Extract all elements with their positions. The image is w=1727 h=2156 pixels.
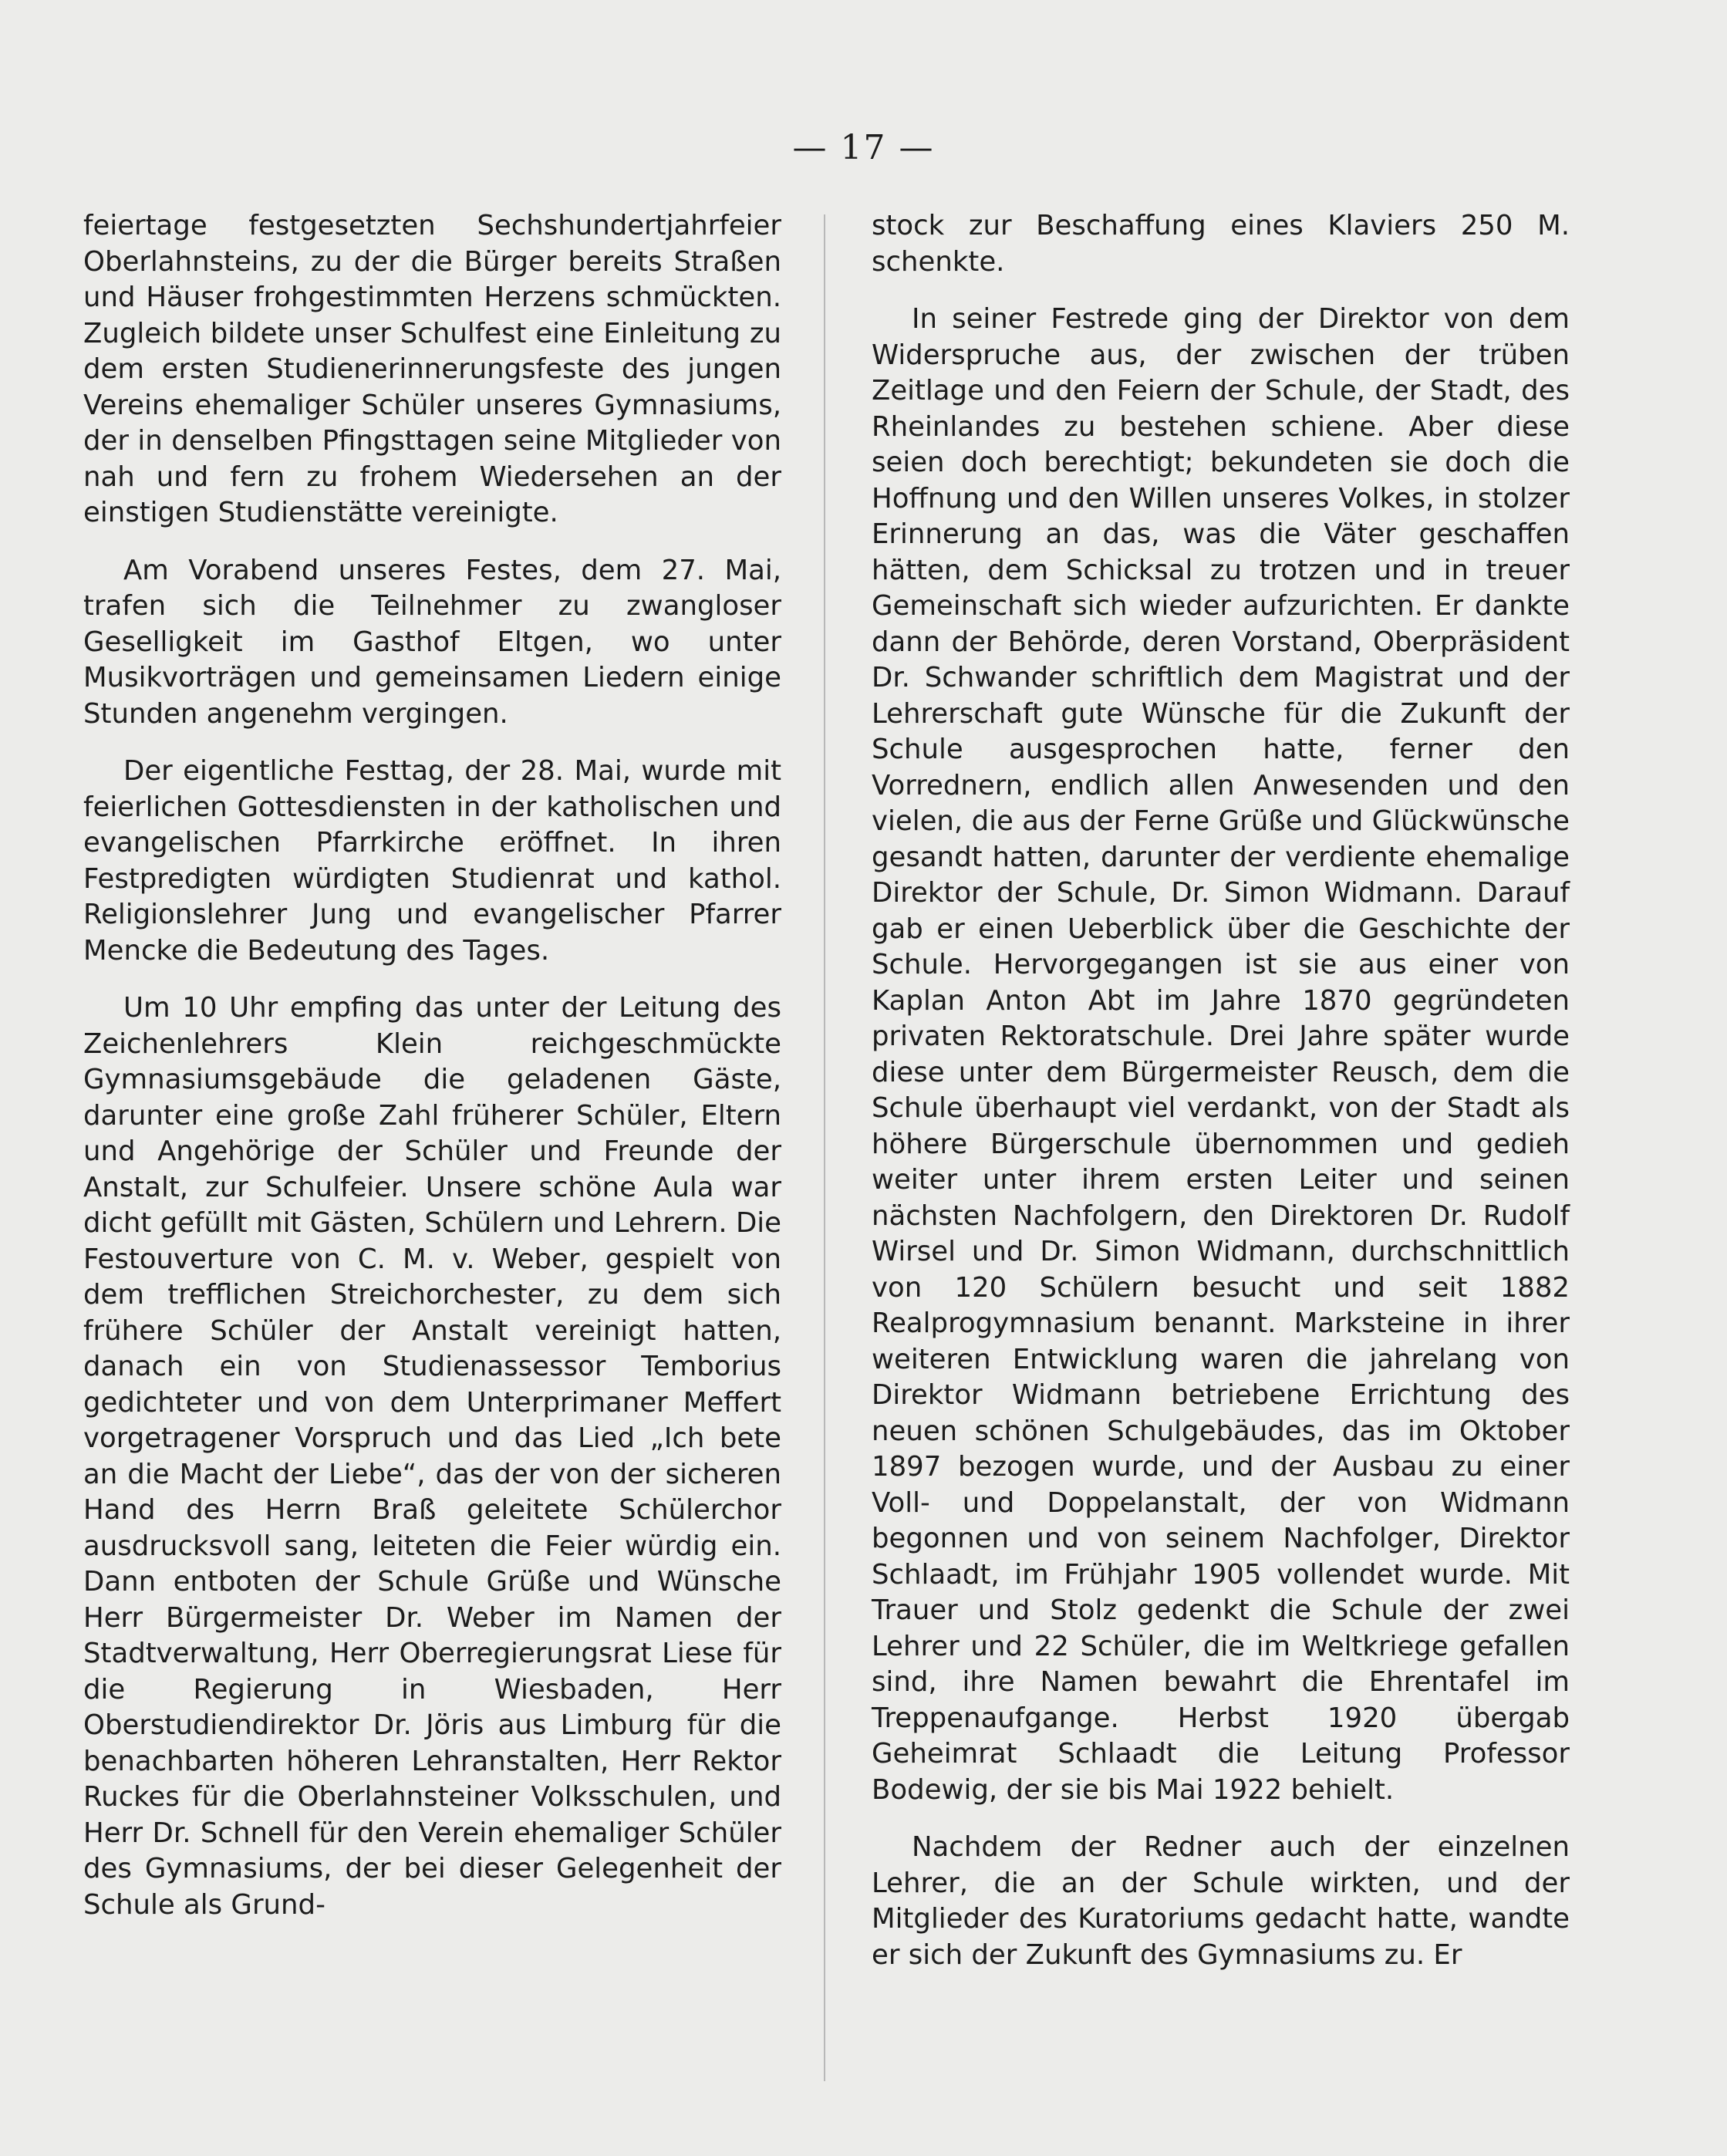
paragraph: In seiner Festrede ging der Direktor von dem Widerspruche aus, der zwischen der trüben Zeitlage und den Feiern der Schule, der Stadt, des Rheinlandes zu bestehen schiene. Aber diese seien doch berechtigt; bekundeten sie doch die Hoffnung und den Willen unseres Volkes, in stolzer Erinnerung an das, was die Väter geschaffen hätten, dem Schicksal zu trotzen und in treuer Gemeinschaft sich wieder aufzurichten. Er dankte dann der Behörde, deren Vorstand, Oberpräsident Dr. Schwander schriftlich dem Magistrat und der Lehrerschaft gute Wünsche für die Zukunft der Schule ausgesprochen hatte, ferner den Vorrednern, endlich allen Anwesenden und den vielen, die aus der Ferne Grüße und Glückwünsche gesandt hatten, darunter der verdiente ehemalige Direktor der Schule, Dr. Simon Widmann. Darauf gab er einen Ueberblick über die Geschichte der Schule. Hervorgegangen ist sie aus einer von Kaplan Anton Abt im Jahre 1870 gegründeten privaten Rektoratschule. Drei Jahre später wurde diese unter dem Bürgermeister Reusch, dem die Schule überhaupt viel verdankt, von der Stadt als höhere Bürgerschule übernommen und gedieh weiter unter ihrem ersten Leiter und seinen nächsten Nachfolgern, den Direktoren Dr. Rudolf Wirsel und Dr. Simon Widmann, durchschnittlich von 120 Schülern besucht und seit 1882 Realprogymnasium benannt. Marksteine in ihrer weiteren Entwicklung waren die jahrelang von Direktor Widmann betriebene Errichtung des neuen schönen Schulgebäudes, das im Oktober 1897 bezogen wurde, und der Ausbau zu einer Voll- und Doppelanstalt, der von Widmann begonnen und von seinem Nachfolger, Direktor Schlaadt, im Frühjahr 1905 vollendet wurde. Mit Trauer und Stolz gedenkt die Schule der zwei Lehrer und 22 Schüler, die im Weltkriege gefallen sind, ihre Namen bewahrt die Ehrentafel im Treppenaufgange. Herbst 1920 übergab Geheimrat Schlaadt die Leitung Professor Bodewig, der sie bis Mai 1922 behielt. bbox=[872, 303, 1570, 1806]
paragraph: Am Vorabend unseres Festes, dem 27. Mai, trafen sich die Teilnehmer zu zwangloser Geselligkeit im Gasthof Eltgen, wo unter Musikvorträgen und gemeinsamen Liedern einige Stunden angenehm vergingen. bbox=[83, 554, 781, 730]
paragraph: Um 10 Uhr empfing das unter der Leitung des Zeichenlehrers Klein reichgeschmückte Gymnasiumsgebäude die geladenen Gäste, darunter eine große Zahl früherer Schüler, Eltern und Angehörige der Schüler und Freunde der Anstalt, zur Schulfeier. Unsere schöne Aula war dicht gefüllt mit Gästen, Schülern und Lehrern. Die Festouverture von C. M. v. Weber, gespielt von dem trefflichen Streichorchester, zu dem sich frühere Schüler der Anstalt vereinigt hatten, danach ein von Studienassessor Temborius gedichteter und von dem Unterprimaner Meffert vorgetragener Vorspruch und das Lied „Ich bete an die Macht der Liebe“, das der von der sicheren Hand des Herrn Braß geleitete Schülerchor ausdrucksvoll sang, leiteten die Feier würdig ein. Dann entboten der Schule Grüße und Wünsche Herr Bürgermeister Dr. Weber im Namen der Stadtverwaltung, Herr Oberregierungsrat Liese für die Regierung in Wiesbaden, Herr Oberstudiendirektor Dr. Jöris aus Limburg für die benachbarten höheren Lehranstalten, Herr Rektor Ruckes für die Oberlahnsteiner Volksschulen, und Herr Dr. Schnell für den Verein ehemaliger Schüler des Gymnasiums, der bei dieser Gelegenheit der Schule als Grund- bbox=[83, 992, 781, 1921]
paragraph: Der eigentliche Festtag, der 28. Mai, wurde mit feierlichen Gottesdiensten in der katholischen und evangelischen Pfarrkirche eröffnet. In ihren Festpredigten würdigten Studienrat und kathol. Religionslehrer Jung und evangelischer Pfarrer Mencke die Bedeutung des Tages. bbox=[83, 755, 781, 967]
paragraph: feiertage festgesetzten Sechshundertjahrfeier Oberlahnsteins, zu der die Bürger bereits Straßen und Häuser frohgestimmten Herzens schmückten. Zugleich bildete unser Schulfest eine Einleitung zu dem ersten Studienerinnerungsfeste des jungen Vereins ehemaliger Schüler unseres Gymnasiums, der in denselben Pfingsttagen seine Mitglieder von nah und fern zu frohem Wiedersehen an der einstigen Studienstätte vereinigte. bbox=[83, 210, 781, 528]
column-rule bbox=[824, 214, 825, 2081]
paragraph: stock zur Beschaffung eines Klaviers 250 M. schenkte. bbox=[872, 210, 1570, 278]
page-number: — 17 — bbox=[792, 128, 935, 167]
right-column bbox=[872, 208, 1570, 1995]
left-column bbox=[83, 208, 781, 1945]
paragraph: Nachdem der Redner auch der einzelnen Lehrer, die an der Schule wirkten, und der Mitglieder des Kuratoriums gedacht hatte, wandte er sich der Zukunft des Gymnasiums zu. Er bbox=[872, 1831, 1570, 1971]
